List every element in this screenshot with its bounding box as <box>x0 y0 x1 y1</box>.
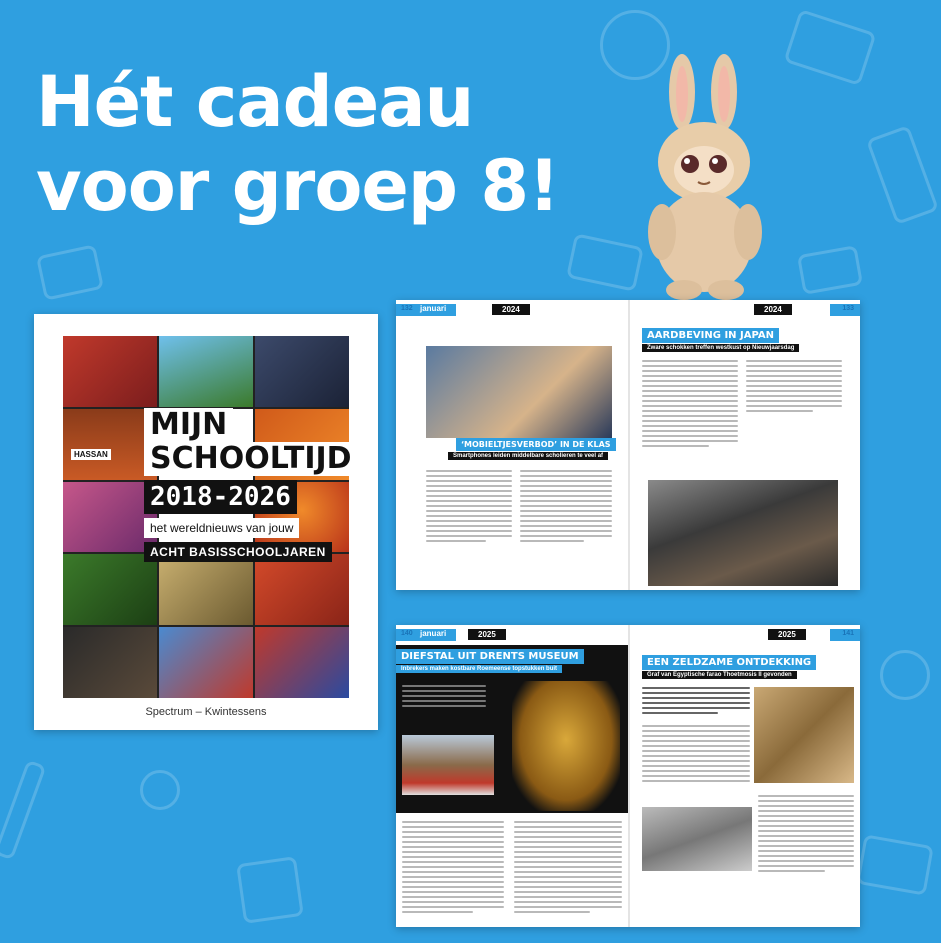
cover-photo <box>159 627 253 698</box>
book-spread-bottom <box>396 625 860 927</box>
cover-photo <box>63 336 157 407</box>
headline-line-2: voor groep 8! <box>36 145 560 227</box>
article-headline: AARDBEVING IN JAPAN <box>642 328 779 343</box>
cover-photo <box>63 554 157 625</box>
cover-photo <box>63 482 157 553</box>
book-title-line-1: MIJN <box>144 408 233 442</box>
book-publisher: Spectrum – Kwintessens <box>145 706 267 718</box>
spread-page-right <box>628 625 860 927</box>
golden-helmet-photo <box>512 681 620 811</box>
year-badge: 2025 <box>468 629 506 640</box>
month-label: januari <box>420 304 447 313</box>
article-intro <box>402 685 486 710</box>
tomb-photo <box>642 807 752 871</box>
article-text-column <box>746 360 842 415</box>
page-number: 132 <box>401 305 413 312</box>
article-headline: DIEFSTAL UIT DRENTS MUSEUM <box>396 649 584 664</box>
cover-photo <box>255 554 349 625</box>
cover-photo <box>63 627 157 698</box>
page-number: 141 <box>842 630 854 637</box>
year-badge: 2025 <box>768 629 806 640</box>
article-text-column <box>402 821 504 916</box>
article-text-column <box>520 470 612 545</box>
cover-photo <box>255 627 349 698</box>
spread-page-left <box>396 625 628 927</box>
hieroglyph-photo <box>754 687 854 783</box>
article-text-column <box>642 360 738 450</box>
museum-photo <box>402 735 494 795</box>
article-text-column <box>758 795 854 875</box>
spread-page-right <box>628 300 860 590</box>
article-subheadline: Zware schokken treffen westkust op Nieuwjaarsdag <box>642 344 799 352</box>
page-number: 133 <box>842 305 854 312</box>
article-headline: ‘MOBIELTJESVERBOD’ IN DE KLAS <box>456 438 616 451</box>
cover-photo <box>159 336 253 407</box>
spread-page-left <box>396 300 628 590</box>
headline-line-1: Hét cadeau <box>36 61 474 143</box>
cover-photo <box>255 336 349 407</box>
book-title-line-2: SCHOOLTIJD <box>144 442 358 476</box>
article-headline: EEN ZELDZAME ONTDEKKING <box>642 655 816 670</box>
month-label: januari <box>420 629 447 638</box>
earthquake-photo <box>648 480 838 586</box>
article-subheadline: Graf van Egyptische farao Thoetmosis II gevonden <box>642 671 797 679</box>
year-badge: 2024 <box>492 304 530 315</box>
book-title-block <box>144 407 352 562</box>
year-badge: 2024 <box>754 304 792 315</box>
article-subheadline: Inbrekers maken kostbare Roemeense topstukken buit <box>396 665 562 673</box>
article-text-column <box>426 470 512 545</box>
book-subtitle: het wereldnieuws van jouw <box>144 518 299 538</box>
cover-photo <box>159 554 253 625</box>
book-years: 2018-2026 <box>144 480 297 514</box>
article-text-column <box>642 725 750 785</box>
cover-photo <box>63 409 157 480</box>
book-cover <box>34 314 378 730</box>
article-subheadline: Smartphones leiden middelbare scholieren te veel af <box>448 452 608 460</box>
classroom-photo <box>426 346 612 438</box>
book-spread-top <box>396 300 860 590</box>
promo-headline <box>36 60 636 228</box>
plush-toy-image <box>640 52 770 302</box>
article-text-column <box>514 821 622 916</box>
page-number: 140 <box>401 630 413 637</box>
book-badge: ACHT BASISSCHOOLJAREN <box>144 542 332 562</box>
article-intro <box>642 687 750 717</box>
athlete-bib-label: HASSAN <box>71 449 111 460</box>
